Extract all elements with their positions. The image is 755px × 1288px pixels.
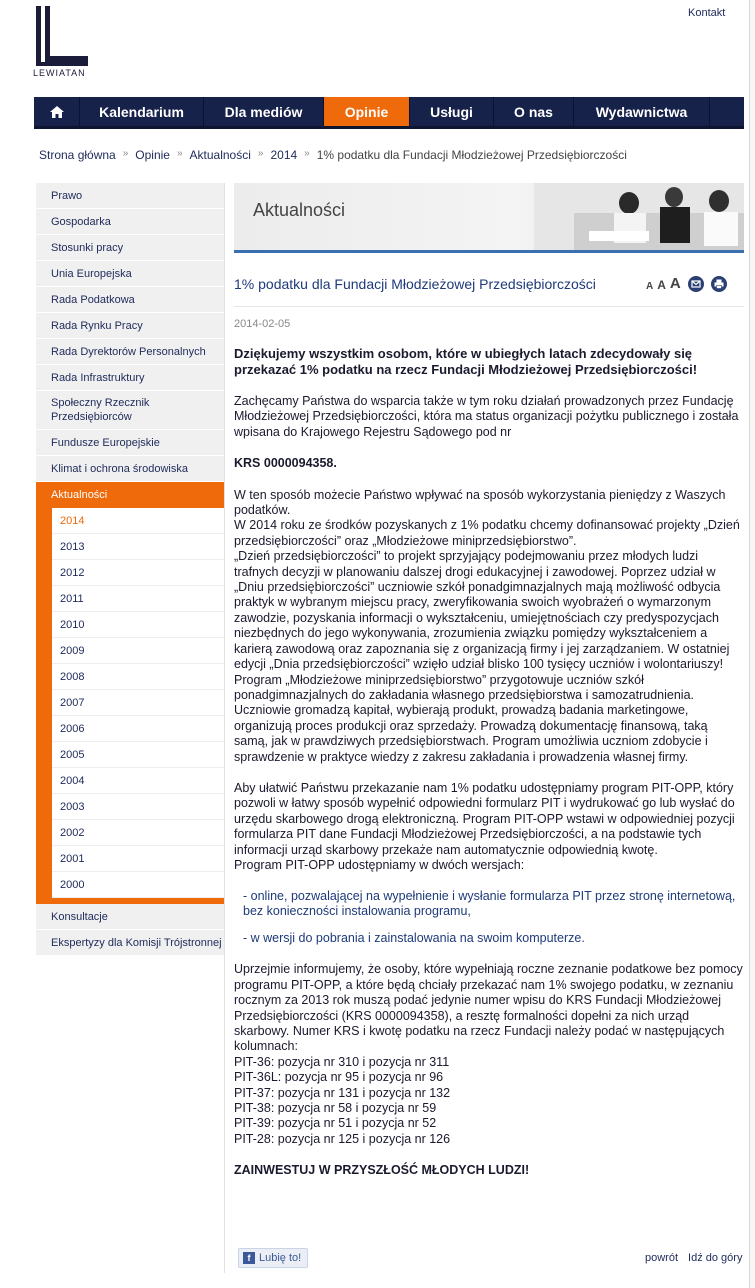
pit-line: PIT-36L: pozycja nr 95 i pozycja nr 96 <box>234 1070 444 1085</box>
sidebar-item[interactable]: Klimat i ochrona środowiska <box>36 456 224 482</box>
sidebar-year-item[interactable]: 2009 <box>52 638 224 664</box>
facebook-icon: f <box>243 1252 255 1264</box>
sidebar-year-item[interactable]: 2003 <box>52 794 224 820</box>
nav-item-3[interactable]: Usługi <box>410 97 494 126</box>
article-paragraph: W ten sposób możecie Państwo wpływać na sposób wykorzystania pieniędzy z Waszych podatków. <box>234 487 726 518</box>
article-tools <box>646 275 727 292</box>
sidebar-item[interactable]: Społeczny Rzecznik Przedsiębiorców <box>36 391 224 430</box>
sidebar-item[interactable]: Unia Europejska <box>36 261 224 287</box>
back-link[interactable]: powrót <box>645 1252 679 1264</box>
sidebar-year-item[interactable]: 2001 <box>52 846 224 872</box>
column-divider <box>224 183 225 1273</box>
article-date: 2014-02-05 <box>234 318 291 330</box>
nav-item-5[interactable]: Wydawnictwa <box>574 97 710 126</box>
sidebar-item[interactable]: Ekspertyzy dla Komisji Trójstronnej <box>36 930 224 956</box>
breadcrumb-link[interactable]: Opinie <box>135 148 170 162</box>
sidebar-year-item[interactable]: 2007 <box>52 690 224 716</box>
article-paragraph: „Dzień przedsiębiorczości” to projekt sprzyjający podejmowaniu przez młodych ludzi trafnych decyzji w planowaniu dalszej drogi edukacyjnej i zawodowej. Poprzez udział w „Dniu przedsiębiorczości” uczniowie szkół ponadgimnazjalnych mają możliwość odbycia praktyk w wybranym miejscu pracy, zweryfikowania swoich wyobrażeń o wymarzonym zawodzie, pozyskania informacji o wykształceniu, umiejętnościach czy predyspozycjach niezbędnych do jego wykonywania, zrozumienia związku pomiędzy wykształceniem a karierą zawodową oraz zapoznania się z organizacją firmy i jej zarządzaniem. W ostatniej edycji „Dnia przedsiębiorczości” wzięło udział blisko 100 tysięcy uczniów i wolontariuszy! <box>234 549 730 672</box>
nav-item-4[interactable]: O nas <box>494 97 574 126</box>
sidebar-year-item[interactable]: 2004 <box>52 768 224 794</box>
article-closing: ZAINWESTUJ W PRZYSZŁOŚĆ MŁODYCH LUDZI! <box>234 1163 530 1178</box>
contact-link[interactable]: Kontakt <box>688 7 726 19</box>
sidebar-year-item[interactable]: 2012 <box>52 560 224 586</box>
breadcrumb-link[interactable]: 2014 <box>270 148 298 162</box>
like-label: Lubię to! <box>259 1252 302 1264</box>
breadcrumb-separator: » <box>257 148 264 159</box>
sidebar-year-item[interactable]: 2008 <box>52 664 224 690</box>
article-body <box>234 346 744 1195</box>
sidebar-year-item[interactable]: 2002 <box>52 820 224 846</box>
scroll-top-link[interactable]: Idź do góry <box>688 1252 743 1264</box>
krs-number: KRS 0000094358. <box>234 456 337 471</box>
facebook-like-button[interactable] <box>238 1248 308 1268</box>
title-divider <box>234 306 744 307</box>
sidebar-year-item[interactable]: 2000 <box>52 872 224 898</box>
nav-item-1[interactable]: Dla mediów <box>204 97 324 126</box>
sidebar-year-item[interactable]: 2010 <box>52 612 224 638</box>
home-icon[interactable] <box>34 97 80 126</box>
article-paragraph: Aby ułatwić Państwu przekazanie nam 1% podatku udostępniamy program PIT-OPP, który pozwoli w łatwy sposób wypełnić odpowiedni formularz PIT i wydrukować go lub wysłać do urzędu skarbowego drogą elektroniczną. Program PIT-OPP wstawi w odpowiedniej pozycji formularza PIT dane Fundacji Młodzieżowej Przedsiębiorczości, a na podstawie tych informacji urząd skarbowy przekaże nam automatycznie odpowiednią kwotę. <box>234 780 735 857</box>
sidebar-item[interactable]: Konsultacje <box>36 904 224 930</box>
article-paragraph: Program „Młodzieżowe miniprzedsiębiorstwo” przygotowuje uczniów szkół ponadgimnazjalnych do zakładania własnego przedsiębiorstwa i samozatrudnienia. Uczniowie gromadzą kapitał, wybierają produkt, prowadzą badania marketingowe, organizują proces produkcji oraz sprzedaży. Prowadzą dokumentację finansową, taką samą, jak w prawdziwych przedsiębiorstwach. Program umożliwia uczniom zdobycie i sprawdzenie w praktyce wiedzy z zakresu zakładania i prowadzenia własnej firmy. <box>234 672 708 764</box>
sidebar-year-item[interactable]: 2013 <box>52 534 224 560</box>
sidebar-item-active[interactable]: Aktualności <box>51 489 108 501</box>
section-banner <box>234 183 744 253</box>
font-medium-button[interactable]: A <box>657 278 666 292</box>
nav-item-0[interactable]: Kalendarium <box>80 97 204 126</box>
nav-item-2[interactable]: Opinie <box>324 97 410 126</box>
sidebar-year-item[interactable]: 2005 <box>52 742 224 768</box>
sidebar-item[interactable]: Prawo <box>36 183 224 209</box>
sidebar-item[interactable]: Rada Dyrektorów Personalnych <box>36 339 224 365</box>
breadcrumb-link[interactable]: Aktualności <box>189 148 251 162</box>
article-paragraph: Uprzejmie informujemy, że osoby, które wypełniają roczne zeznanie podatkowe bez pomocy programu PIT-OPP, a które będą chciały przekazać nam 1% swojego podatku, w zeznaniu rocznym za 2013 rok muszą podać jedynie numer wpisu do KRS Fundacji Młodzieżowej Przedsiębiorczości (KRS 0000094358), a resztę formalności dopełni za nich urząd skarbowy. Numer KRS i kwotę podatku na rzecz Fundacji należy podać w następujących kolumnach: <box>234 962 743 1054</box>
article-paragraph: Program PIT-OPP udostępniamy w dwóch wersjach: <box>234 857 525 872</box>
pit-line: PIT-36: pozycja nr 310 i pozycja nr 311 <box>234 1054 450 1069</box>
pit-line: PIT-28: pozycja nr 125 i pozycja nr 126 <box>234 1131 451 1146</box>
sidebar-item[interactable]: Stosunki pracy <box>36 235 224 261</box>
breadcrumb-separator: » <box>176 148 183 159</box>
banner-photo <box>534 183 744 253</box>
sidebar-year-item[interactable]: 2011 <box>52 586 224 612</box>
breadcrumb <box>39 148 627 162</box>
pit-line: PIT-39: pozycja nr 51 i pozycja nr 52 <box>234 1116 437 1131</box>
email-icon[interactable] <box>688 276 704 292</box>
font-small-button[interactable]: A <box>646 281 654 292</box>
article-paragraph: W 2014 roku ze środków pozyskanych z 1% podatku chcemy dofinansować projekty „Dzień przedsiębiorczości” oraz „Młodzieżowe miniprzedsiębiorstwo”. <box>234 518 740 548</box>
print-icon[interactable] <box>711 276 727 292</box>
pit-line: PIT-38: pozycja nr 58 i pozycja nr 59 <box>234 1101 437 1116</box>
main-nav <box>34 97 744 129</box>
sidebar-year-item[interactable]: 2014 <box>52 508 224 534</box>
sidebar-item[interactable]: Gospodarka <box>36 209 224 235</box>
program-versions-list <box>234 889 744 946</box>
breadcrumb-current: 1% podatku dla Fundacji Młodzieżowej Przedsiębiorczości <box>316 148 627 162</box>
sidebar-item[interactable]: Rada Podatkowa <box>36 287 224 313</box>
article-lead: Dziękujemy wszystkim osobom, które w ubiegłych latach zdecydowały się przekazać 1% podatku na rzecz Fundacji Młodzieżowej Przedsiębiorczości! <box>234 346 698 377</box>
breadcrumb-link[interactable]: Strona główna <box>39 148 116 162</box>
sidebar-item[interactable]: Fundusze Europejskie <box>36 430 224 456</box>
sidebar-item[interactable]: Rada Infrastruktury <box>36 365 224 391</box>
logo-text: LEWIATAN <box>33 68 86 78</box>
font-large-button[interactable]: A <box>669 275 681 292</box>
sidebar <box>36 183 224 956</box>
breadcrumb-separator: » <box>122 148 129 159</box>
pit-line: PIT-37: pozycja nr 131 i pozycja nr 132 <box>234 1085 451 1100</box>
breadcrumb-separator: » <box>304 148 310 159</box>
sidebar-item[interactable]: Rada Rynku Pracy <box>36 313 224 339</box>
article-paragraph: Zachęcamy Państwa do wsparcia także w tym roku działań prowadzonych przez Fundację Młodzieżowej Przedsiębiorczości, która ma status organizacji pożytku publicznego i została wpisana do Krajowego Rejestru Sądowego pod nr <box>234 394 739 439</box>
article-title: 1% podatku dla Fundacji Młodzieżowej Przedsiębiorczości <box>234 276 596 292</box>
footer-links <box>645 1252 742 1264</box>
banner-title: Aktualności <box>253 200 346 220</box>
sidebar-year-item[interactable]: 2006 <box>52 716 224 742</box>
online-version-link[interactable]: - online, pozwalającej na wypełnienie i wysłanie formularza PIT przez stronę internetową, bez konieczności instalowania programu, <box>243 889 736 919</box>
sidebar-active-group <box>36 482 224 904</box>
scrollbar[interactable] <box>749 0 755 1288</box>
download-version-link[interactable]: - w wersji do pobrania i zainstalowania na swoim komputerze. <box>243 931 585 946</box>
